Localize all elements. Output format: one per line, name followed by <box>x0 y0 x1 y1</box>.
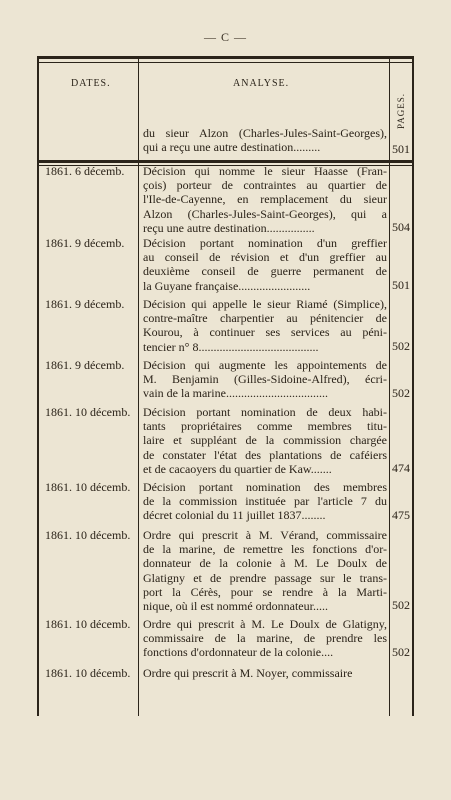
analysis-line: Décision portant nomination de deux habi- <box>143 405 387 419</box>
entry-date: 1861. 10 décemb. <box>45 528 131 542</box>
entry-analysis <box>143 666 387 680</box>
analysis-line: au conseil de révision et d'un greffier au <box>143 250 387 265</box>
entry-analysis <box>143 617 387 660</box>
analysis-line: reçu une autre destination................ <box>143 220 315 235</box>
page-number: — C — <box>203 30 247 44</box>
analysis-line: Décision portant nomination d'un greffier <box>143 236 387 250</box>
analysis-line: çois) porteur de contraintes au quartier de <box>143 178 387 193</box>
entry-date: 1861. 9 décemb. <box>45 358 125 372</box>
column-header-analyse: ANALYSE. <box>233 78 290 89</box>
entry-date: 1861. 9 décemb. <box>45 297 125 311</box>
entry-date: 1861. 10 décemb. <box>45 617 131 631</box>
entry-analysis <box>143 358 387 401</box>
analysis-line: Décision qui appelle le sieur Riamé (Simplice), <box>143 297 387 311</box>
entry-analysis <box>143 164 387 235</box>
analysis-line: nique, où il est nommé ordonnateur..... <box>143 599 328 614</box>
entry-analysis <box>143 297 387 354</box>
analysis-line: Kourou, à continuer ses services au péni- <box>143 325 387 340</box>
analysis-line: commissaire de la marine, de prendre les <box>143 631 387 646</box>
analysis-line: de la commission instituée par l'article 7 du <box>143 494 387 509</box>
entry-date: 1861. 10 décemb. <box>45 405 131 419</box>
analysis-line: du sieur Alzon (Charles-Jules-Saint-Georges), <box>143 126 387 140</box>
entry-page: 475 <box>392 508 410 522</box>
header-rule <box>39 160 412 163</box>
analysis-line: et de cacaoyers du quartier de Kaw....... <box>143 461 332 476</box>
entry-date: 1861. 10 décemb. <box>45 666 131 680</box>
analysis-line: tants propriétaires comme membres titu- <box>143 419 387 434</box>
analysis-line: port la Cérès, pour se rendre à la Marti- <box>143 584 387 599</box>
entry-page: 504 <box>392 220 410 234</box>
analysis-line: deuxième conseil de guerre permanent de <box>143 264 387 279</box>
top-rule <box>39 56 412 59</box>
entry-date: 1861. 10 décemb. <box>45 480 131 494</box>
entry-date: 1861. 9 décemb. <box>45 236 125 250</box>
dates-column-divider <box>138 56 139 716</box>
analysis-line: Décision qui nomme le sieur Haasse (Fran- <box>143 164 387 178</box>
column-header-dates: DATES. <box>71 78 111 89</box>
entry-analysis <box>143 236 387 293</box>
entry-date: 1861. 6 décemb. <box>45 164 125 178</box>
analysis-line: vain de la marine.................................. <box>143 386 328 401</box>
entry-page: 502 <box>392 598 410 612</box>
analysis-line: la Guyane française........................ <box>143 278 311 293</box>
entry-page: 502 <box>392 645 410 659</box>
analysis-line: donnateur de la colonie à M. Le Doulx de <box>143 556 387 571</box>
analysis-line: Glatigny et de prendre passage sur le trans- <box>143 570 387 585</box>
analysis-line: contre-maître charpentier au pénitencier de <box>143 311 387 326</box>
entry-page: 502 <box>392 386 410 400</box>
entry-page: 501 <box>392 278 410 292</box>
analysis-line: de la marine, de remettre les fonctions d'or- <box>143 542 387 557</box>
column-header-pages-label: PAGES. <box>396 93 406 129</box>
analysis-line: Décision qui augmente les appointements de <box>143 358 387 372</box>
analysis-line: l'Ile-de-Cayenne, en remplacement du sieur <box>143 192 387 207</box>
entry-page: 502 <box>392 339 410 353</box>
analysis-line: qui a reçu une autre destination......... <box>143 140 321 155</box>
analysis-line: Alzon (Charles-Jules-Saint-Georges), qui a <box>143 206 387 221</box>
entry-page: 501 <box>392 142 410 156</box>
entry-analysis <box>143 126 387 154</box>
entry-analysis <box>143 405 387 476</box>
analysis-line: décret colonial du 11 juillet 1837........ <box>143 508 326 523</box>
entry-page: 474 <box>392 461 410 475</box>
analysis-line: Ordre qui prescrit à M. Noyer, commissaire <box>143 666 353 680</box>
analysis-line: M. Benjamin (Gilles-Sidoine-Alfred), écri- <box>143 372 387 387</box>
analysis-line: fonctions d'ordonnateur de la colonie.... <box>143 645 334 660</box>
entry-analysis <box>143 528 387 613</box>
analysis-line: tencier n° 8........................................ <box>143 339 319 354</box>
analysis-line: Décision portant nomination des membres <box>143 480 387 494</box>
analysis-line: Ordre qui prescrit à M. Le Doulx de Glatigny, <box>143 617 387 631</box>
analysis-line: Ordre qui prescrit à M. Vérand, commissaire <box>143 528 387 542</box>
analysis-line: de constater l'état des plantations de caféiers <box>143 447 387 462</box>
top-rule-thin <box>39 62 412 63</box>
index-table <box>37 56 414 716</box>
analysis-line: laire et suppléant de la commission chargée <box>143 433 387 448</box>
entry-analysis <box>143 480 387 523</box>
